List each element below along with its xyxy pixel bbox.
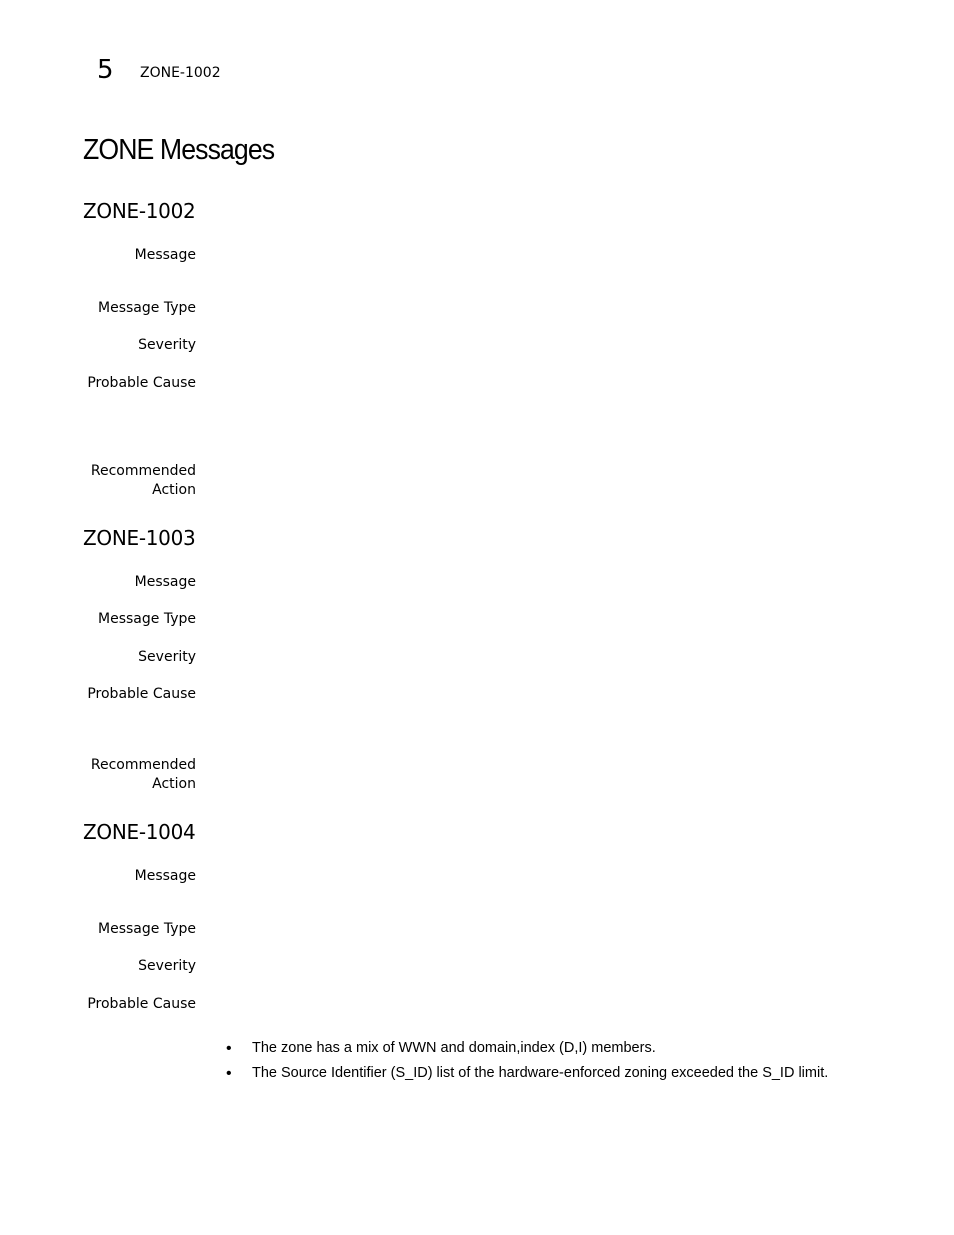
chapter-number: 5 <box>97 55 114 85</box>
label-message-type: Message Type <box>98 300 196 316</box>
section-title-zone-1004: ZONE-1004 <box>83 820 196 844</box>
label-message: Message <box>134 868 196 884</box>
label-recommended-action-line1: Recommended <box>90 463 196 479</box>
label-probable-cause: Probable Cause <box>87 686 196 702</box>
list-item-text: The Source Identifier (S_ID) list of the hardware-enforced zoning exceeded the S_ID limit. <box>252 1065 829 1081</box>
section-title-zone-1003: ZONE-1003 <box>83 526 196 550</box>
label-message: Message <box>134 247 196 263</box>
label-probable-cause: Probable Cause <box>87 996 196 1012</box>
label-severity: Severity <box>138 337 196 353</box>
label-recommended-action-line2: Action <box>152 776 196 792</box>
bullet-icon: • <box>226 1065 232 1082</box>
list-item <box>226 1061 828 1086</box>
list-item <box>226 1036 828 1061</box>
label-recommended-action-line1: Recommended <box>90 757 196 773</box>
label-message-type: Message Type <box>98 611 196 627</box>
list-item-text: The zone has a mix of WWN and domain,index (D,I) members. <box>252 1040 656 1056</box>
page-title: ZONE Messages <box>83 134 275 166</box>
running-head: ZONE-1002 <box>140 65 221 81</box>
label-severity: Severity <box>138 649 196 665</box>
section-title-zone-1002: ZONE-1002 <box>83 199 196 223</box>
label-message-type: Message Type <box>98 921 196 937</box>
label-probable-cause: Probable Cause <box>87 375 196 391</box>
bullet-icon: • <box>226 1040 232 1057</box>
label-message: Message <box>134 574 196 590</box>
probable-cause-list <box>226 1036 828 1086</box>
label-severity: Severity <box>138 958 196 974</box>
label-recommended-action-line2: Action <box>152 482 196 498</box>
